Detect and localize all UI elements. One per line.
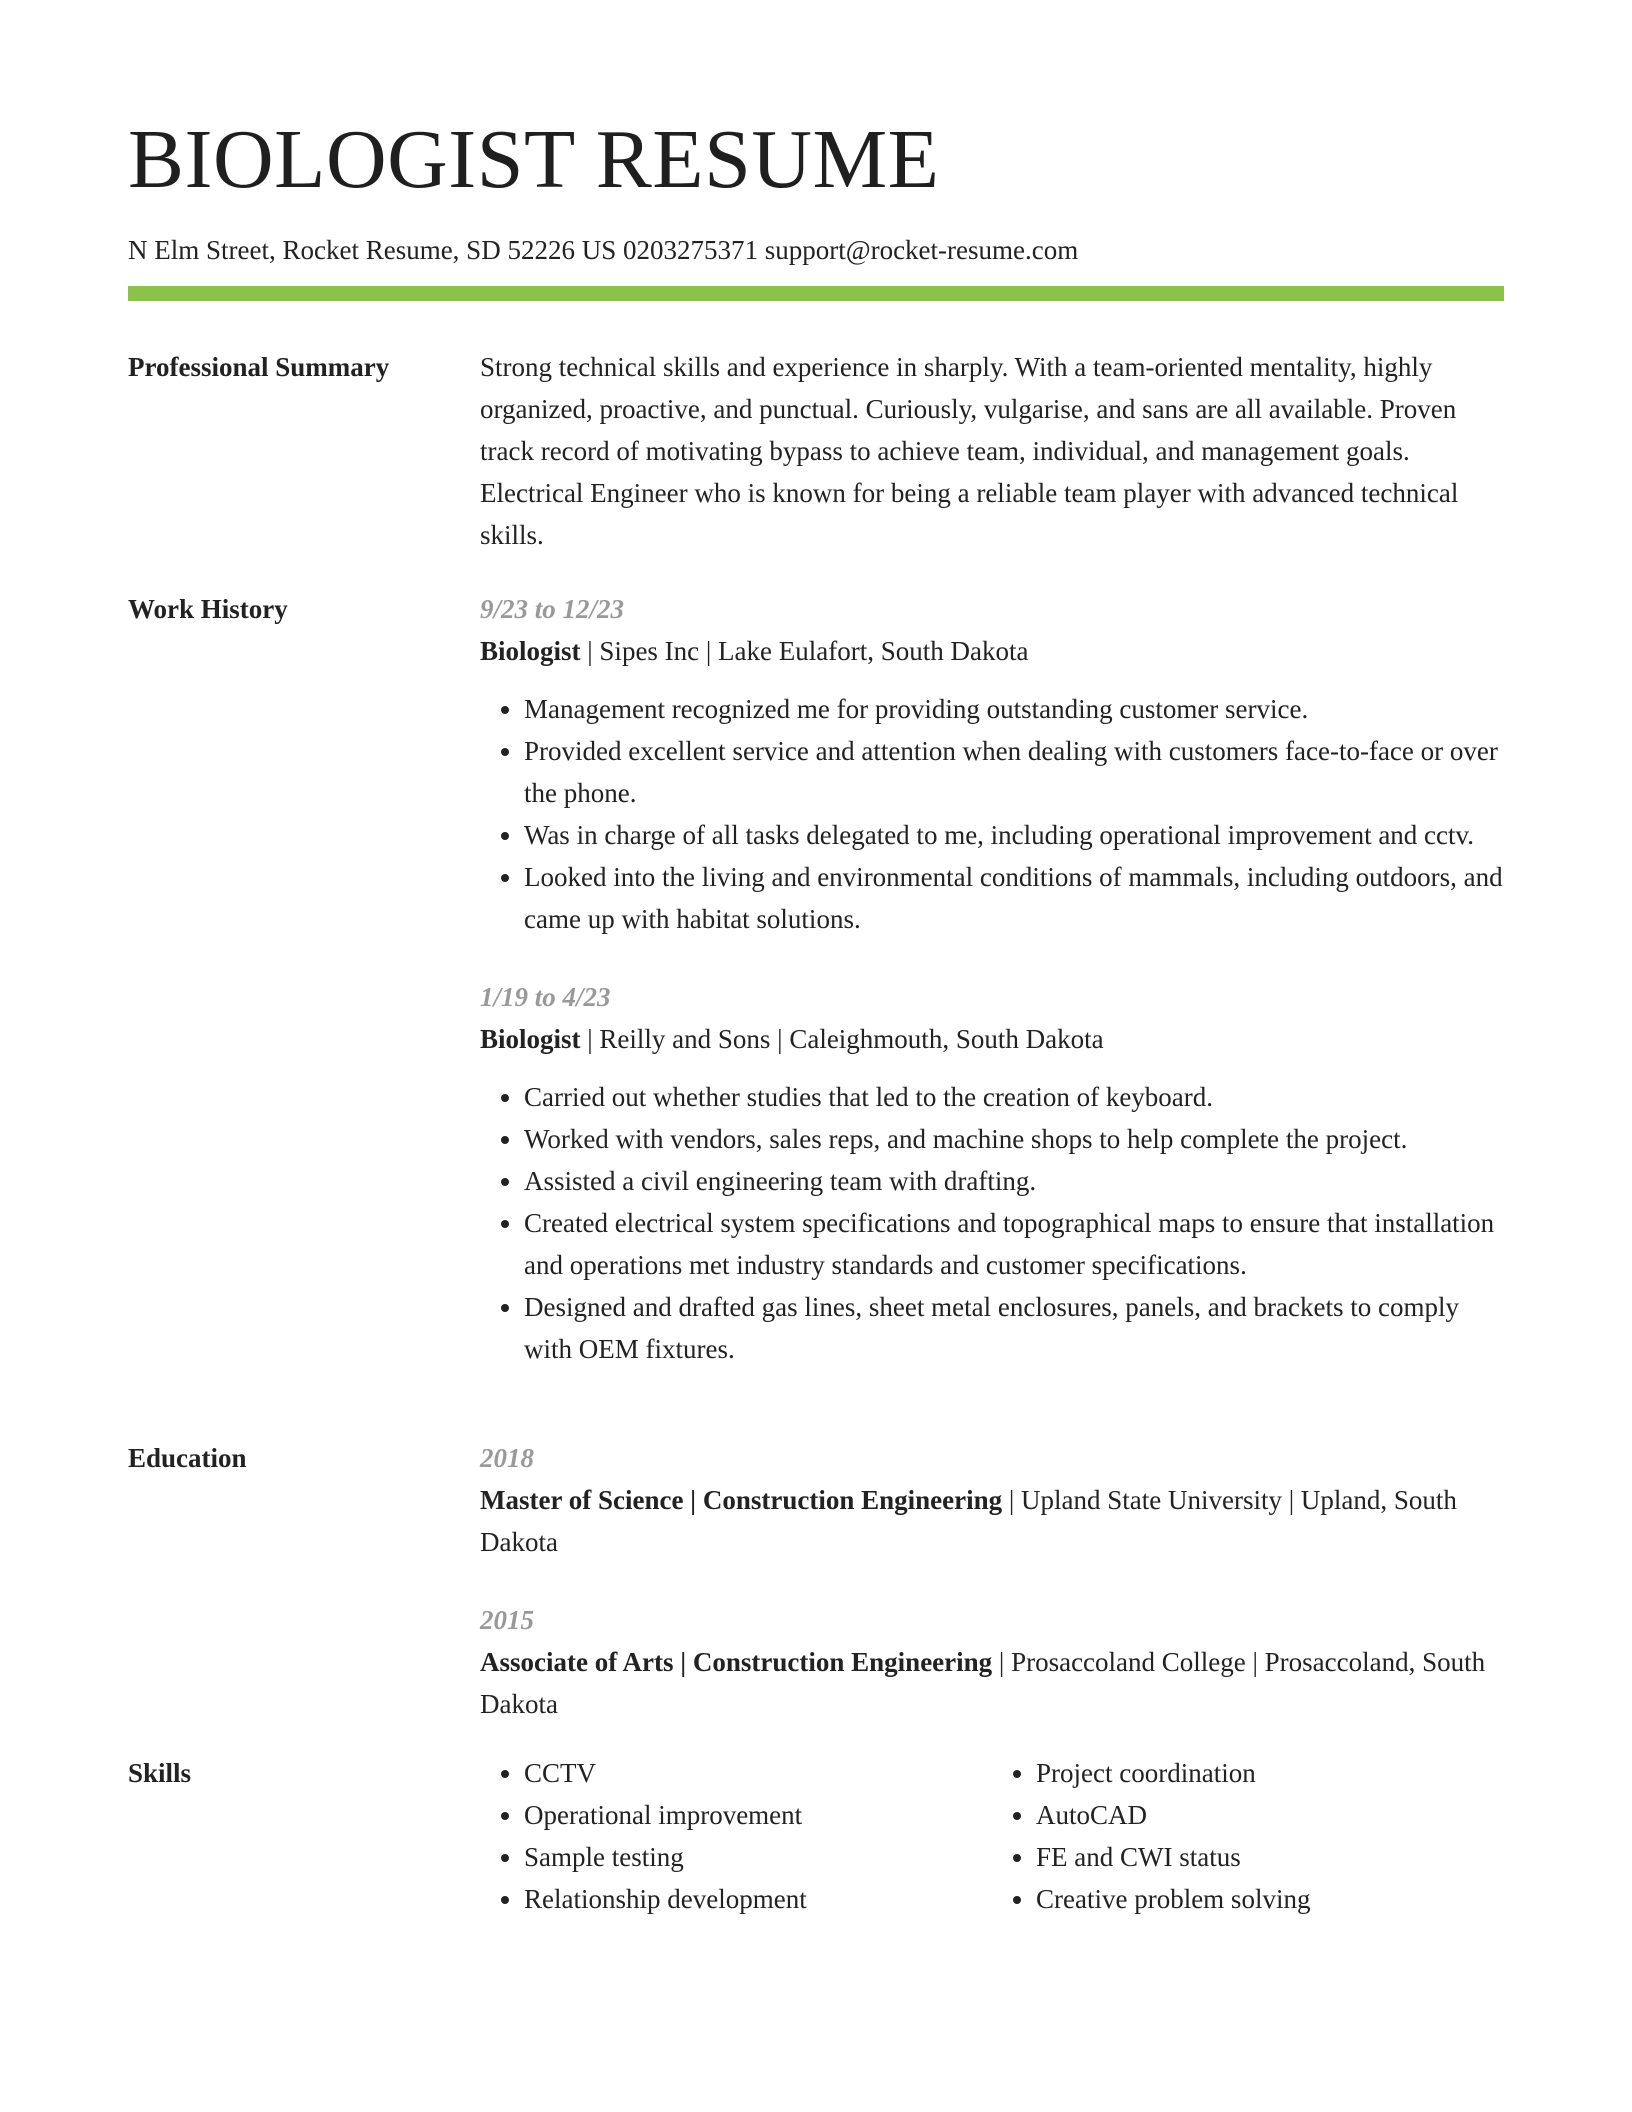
job-title: Biologist xyxy=(480,1024,581,1054)
work-content xyxy=(480,588,1504,1370)
education-entry xyxy=(480,1437,1504,1563)
skill-item: • FE and CWI status xyxy=(1036,1836,1504,1878)
list-item: • Designed and drafted gas lines, sheet metal enclosures, panels, and brackets to comply with OEM fixtures. xyxy=(524,1286,1504,1370)
job-date: 1/19 to 4/23 xyxy=(480,982,611,1012)
education-date: 2015 xyxy=(480,1605,534,1635)
summary-text: Strong technical skills and experience in sharply. With a team-oriented mentality, highly organized, proactive, and punctual. Curiously, vulgarise, and sans are all available. Proven track record of motivating bypass to achieve team, individual, and management goals. Electrical Engineer who is known for being a reliable team player with advanced technical skills. xyxy=(480,352,1459,550)
header-divider xyxy=(128,286,1504,301)
education-details: | Prosaccoland College | Prosaccoland, South Dakota xyxy=(480,1647,1486,1719)
skill-item: • Relationship development xyxy=(524,1878,992,1920)
job-entry xyxy=(480,588,1504,940)
job-entry xyxy=(480,976,1504,1370)
education-content xyxy=(480,1437,1504,1725)
education-degree-line xyxy=(480,1641,1504,1725)
page-title: BIOLOGIST RESUME xyxy=(128,113,940,206)
skill-item: • CCTV xyxy=(524,1752,992,1794)
section-label-skills: Skills xyxy=(128,1758,192,1788)
skill-item: • Project coordination xyxy=(1036,1752,1504,1794)
skills-list-left xyxy=(480,1752,992,1920)
job-details: | Sipes Inc | Lake Eulafort, South Dakota xyxy=(580,636,1029,666)
list-item: • Was in charge of all tasks delegated to me, including operational improvement and cctv. xyxy=(524,814,1504,856)
job-bullets xyxy=(480,1076,1504,1370)
job-role xyxy=(480,630,1504,672)
job-date: 9/23 to 12/23 xyxy=(480,594,625,624)
job-role xyxy=(480,1018,1504,1060)
job-details: | Reilly and Sons | Caleighmouth, South Dakota xyxy=(580,1024,1104,1054)
skills-list-right xyxy=(992,1752,1504,1920)
job-title: Biologist xyxy=(480,636,581,666)
list-item: • Management recognized me for providing outstanding customer service. xyxy=(524,688,1504,730)
list-item: • Provided excellent service and attention when dealing with customers face-to-face or over the phone. xyxy=(524,730,1504,814)
education-degree: Associate of Arts | Construction Engineering xyxy=(480,1647,993,1677)
section-label-work: Work History xyxy=(128,594,288,624)
skill-item: • Operational improvement xyxy=(524,1794,992,1836)
list-item: • Looked into the living and environmental conditions of mammals, including outdoors, and came up with habitat solutions. xyxy=(524,856,1504,940)
education-date: 2018 xyxy=(480,1443,534,1473)
skills-content xyxy=(480,1752,1504,1920)
skill-item: • AutoCAD xyxy=(1036,1794,1504,1836)
skill-item: • Sample testing xyxy=(524,1836,992,1878)
education-entry xyxy=(480,1599,1504,1725)
list-item: • Worked with vendors, sales reps, and machine shops to help complete the project. xyxy=(524,1118,1504,1160)
list-item: • Carried out whether studies that led to the creation of keyboard. xyxy=(524,1076,1504,1118)
section-label-summary: Professional Summary xyxy=(128,352,390,382)
section-label-education: Education xyxy=(128,1443,247,1473)
list-item: • Created electrical system specifications and topographical maps to ensure that installation and operations met industry standards and customer specifications. xyxy=(524,1202,1504,1286)
contact-line: N Elm Street, Rocket Resume, SD 52226 US 0203275371 support@rocket-resume.com xyxy=(128,235,1079,265)
education-details: | Upland State University | Upland, South Dakota xyxy=(480,1485,1457,1557)
education-degree-line xyxy=(480,1479,1504,1563)
list-item: • Assisted a civil engineering team with drafting. xyxy=(524,1160,1504,1202)
education-degree: Master of Science | Construction Engineering xyxy=(480,1485,1003,1515)
skill-item: • Creative problem solving xyxy=(1036,1878,1504,1920)
job-bullets xyxy=(480,688,1504,940)
